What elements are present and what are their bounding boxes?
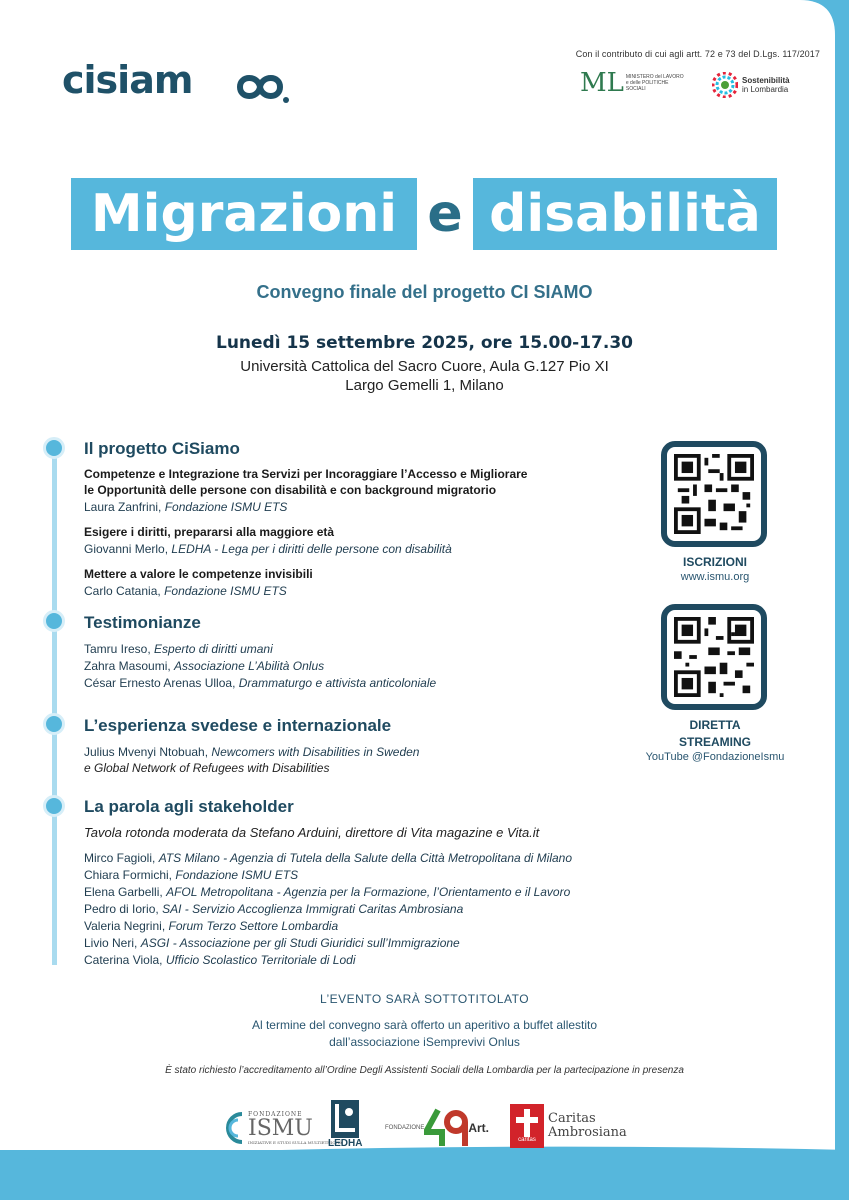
event-date: Lunedì 15 settembre 2025, ore 15.00-17.30	[215, 333, 633, 353]
speaker-name: Caterina Viola,	[84, 953, 163, 967]
speaker-affiliation: ASGI - Associazione per gli Studi Giuridici sull’Immigrazione	[140, 936, 460, 950]
talk-title: Mettere a valore le competenze invisibili	[84, 567, 313, 581]
section-title: L’esperienza svedese e internazionale	[84, 716, 392, 735]
partner-logos	[0, 1100, 849, 1160]
speaker-name: Laura Zanfrini,	[84, 500, 162, 514]
speaker-affiliation: SAI - Servizio Accoglienza Immigrati Caritas Ambrosiana	[162, 902, 464, 916]
title-word-migrazioni: Migrazioni	[71, 178, 417, 250]
speaker-name: Zahra Masoumi,	[84, 659, 171, 673]
panel-row	[84, 919, 338, 933]
speaker-name: Pedro di Iorio,	[84, 902, 159, 916]
speaker-affiliation: AFOL Metropolitana - Agenzia per la Formazione, l’Orientamento e il Lavoro	[166, 885, 571, 899]
sostenibilita-logo	[712, 72, 790, 98]
qr-code-icon	[674, 617, 754, 697]
speaker-affiliation: Ufficio Scolastico Territoriale di Lodi	[165, 953, 356, 967]
youtube-channel[interactable]: YouTube @FondazioneIsmu	[645, 751, 785, 763]
iscrizioni-label: ISCRIZIONI	[682, 555, 747, 569]
timeline-dot	[43, 713, 65, 735]
panel-row	[84, 953, 355, 967]
cross-icon	[516, 1109, 538, 1137]
speaker-affiliation: Esperto di diritti umani	[154, 642, 273, 656]
speaker-line	[84, 542, 452, 556]
qr-code-icon	[674, 454, 754, 534]
speaker-name: Tamru Ireso,	[84, 642, 151, 656]
speaker-name: César Ernesto Arenas Ulloa,	[84, 676, 236, 690]
speaker-line	[84, 676, 436, 690]
diretta-label: DIRETTA	[689, 718, 741, 732]
ledha-logo	[328, 1100, 362, 1149]
title-word-e: e	[427, 184, 463, 244]
panel-row	[84, 936, 460, 950]
talk-title: Esigere i diritti, prepararsi alla maggiore età	[84, 525, 335, 539]
moderator-line: Tavola rotonda moderata da Stefano Arduini, direttore di Vita magazine e Vita.it	[84, 825, 540, 840]
contribution-note: Con il contributo di cui agli artt. 72 e 73 del D.Lgs. 117/2017	[575, 49, 820, 59]
aperitivo-line2: dall’associazione iSemprevivi Onlus	[329, 1035, 520, 1049]
subtitled-notice: L’EVENTO SARÀ SOTTOTITOLATO	[319, 992, 530, 1006]
panel-row	[84, 885, 570, 899]
speaker-affiliation: LEDHA - Lega per i diritti delle persone con disabilità	[171, 542, 452, 556]
ismu-big: ISMU	[248, 1116, 313, 1141]
talk-title: Competenze e Integrazione tra Servizi per Incoraggiare l’Accesso e Migliorare	[84, 467, 528, 481]
title-word-disabilita: disabilità	[473, 178, 777, 250]
section-title: Il progetto CiSiamo	[84, 439, 240, 458]
caritas-small: caritas	[518, 1137, 536, 1143]
speaker-affiliation: Forum Terzo Settore Lombardia	[168, 919, 339, 933]
speaker-name: Carlo Catania,	[84, 584, 161, 598]
caritas-logo	[510, 1104, 627, 1148]
timeline-line	[52, 445, 57, 965]
iscrizioni-url[interactable]: www.ismu.org	[680, 571, 750, 583]
caritas-line2: Ambrosiana	[548, 1125, 627, 1140]
aperitivo-line1: Al termine del convegno sarà offerto un aperitivo a buffet allestito	[251, 1018, 598, 1032]
speaker-line	[84, 745, 419, 759]
qr-code-iscrizioni[interactable]	[661, 441, 767, 547]
ismu-mark-icon	[222, 1110, 248, 1146]
accreditation-note: È stato richiesto l’accreditamento all’Ordine Degli Assistenti Sociali della Lombardia per la partecipazione in presenza	[165, 1065, 684, 1076]
ledha-text: LEDHA	[328, 1138, 363, 1149]
qr-code-streaming[interactable]	[661, 604, 767, 710]
timeline-dot	[43, 610, 65, 632]
section-title: La parola agli stakeholder	[84, 797, 294, 816]
streaming-label: STREAMING	[679, 735, 751, 749]
infinity-icon	[230, 70, 290, 104]
speaker-affiliation: Fondazione ISMU ETS	[175, 868, 299, 882]
ismu-logo	[222, 1110, 342, 1146]
ismu-tiny: INIZIATIVE E STUDI SULLA MULTIETNICITÀ	[248, 1140, 343, 1145]
number-49-icon	[424, 1108, 468, 1148]
ministry-logo	[580, 70, 686, 96]
speaker-name: Elena Garbelli,	[84, 885, 163, 899]
ismu-small: FONDAZIONE	[248, 1111, 303, 1118]
venue-line1: Università Cattolica del Sacro Cuore, Aula G.127 Pio XI	[240, 358, 609, 375]
speaker-line	[84, 500, 287, 514]
cisiamo-logo: cisiam	[62, 58, 192, 102]
panel-row	[84, 902, 463, 916]
speaker-name: Valeria Negrini,	[84, 919, 166, 933]
speaker-affiliation: ATS Milano - Agenzia di Tutela della Salute della Città Metropolitana di Milano	[158, 851, 573, 865]
speaker-affiliation: Associazione L’Abilità Onlus	[174, 659, 325, 673]
f49-prefix: FONDAZIONE	[385, 1125, 425, 1131]
speaker-affiliation: Fondazione ISMU ETS	[164, 500, 288, 514]
speaker-name: Julius Mvenyi Ntobuah,	[84, 745, 209, 759]
talk-title: le Opportunità delle persone con disabilità e con background migratorio	[84, 483, 497, 497]
caritas-mark	[510, 1104, 544, 1148]
speaker-name: Chiara Formichi,	[84, 868, 173, 882]
timeline-dot	[43, 437, 65, 459]
f49-art: Art.	[468, 1121, 490, 1135]
subtitle: Convegno finale del progetto CI SIAMO	[256, 282, 593, 302]
sostenibilita-line1: Sostenibilità	[742, 76, 790, 85]
venue-line2: Largo Gemelli 1, Milano	[345, 377, 504, 394]
speaker-name: Giovanni Merlo,	[84, 542, 169, 556]
speaker-line	[84, 584, 287, 598]
caritas-line1: Caritas	[548, 1111, 596, 1126]
speaker-affiliation: Newcomers with Disabilities in Sweden	[211, 745, 420, 759]
panel-row	[84, 868, 298, 882]
sostenibilita-line2: in Lombardia	[742, 85, 789, 94]
ledha-mark-icon	[329, 1100, 361, 1138]
sdg-wheel-icon	[712, 72, 738, 98]
speaker-affiliation: Fondazione ISMU ETS	[164, 584, 287, 598]
speaker-name: Livio Neri,	[84, 936, 138, 950]
timeline-dot	[43, 795, 65, 817]
speaker-line	[84, 642, 273, 656]
ministry-logo-text: MINISTERO del LAVORO e delle POLITICHE SOCIALI	[625, 74, 684, 92]
speaker-line	[84, 659, 324, 673]
speaker-affiliation: Drammaturgo e attivista anticoloniale	[238, 676, 437, 690]
panel-row	[84, 851, 572, 865]
section-title: Testimonianze	[84, 613, 201, 632]
speaker-name: Mirco Fagioli,	[84, 851, 156, 865]
speaker-affiliation: e Global Network of Refugees with Disabilities	[84, 761, 330, 775]
fondazione-49-logo	[385, 1108, 489, 1148]
ministry-logo-mark: ML	[580, 68, 624, 98]
